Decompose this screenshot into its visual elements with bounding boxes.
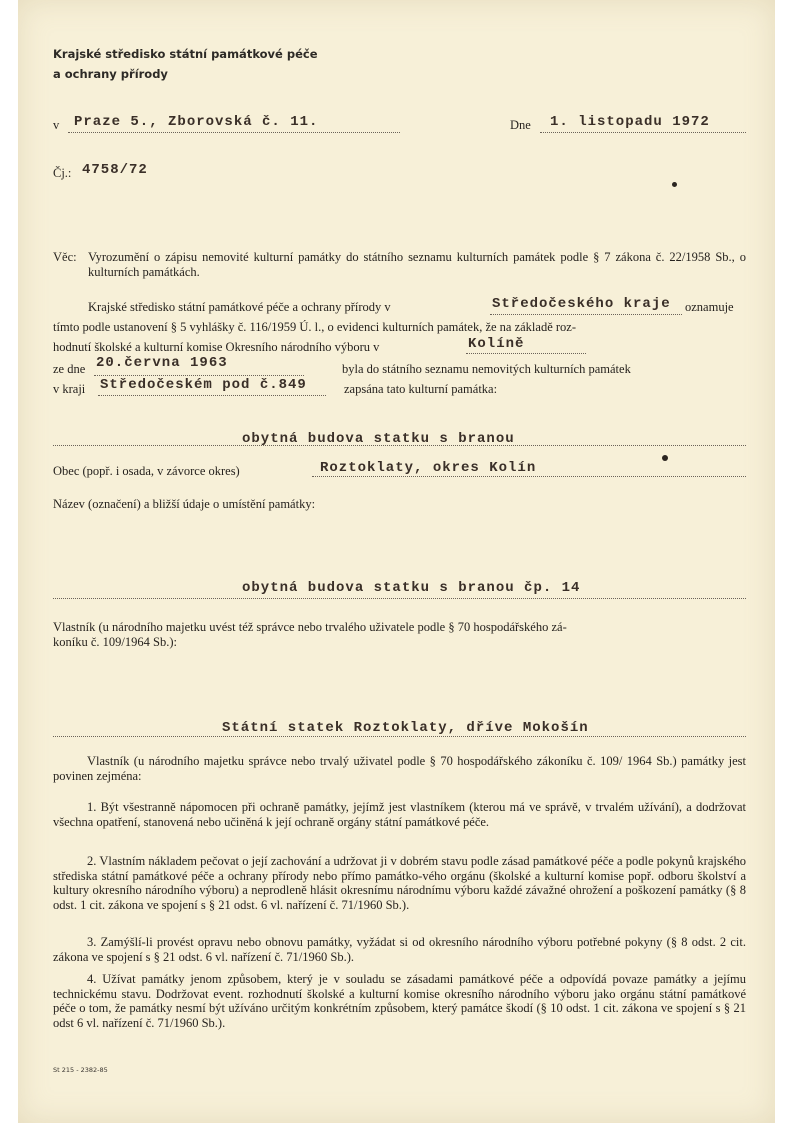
reference-label: Čj.: xyxy=(53,166,72,180)
subject-text: Vyrozumění o zápisu nemovité kulturní památky do státního seznamu kulturních památek podle § 7 zákona č. 22/1958 Sb., o kulturních památkách. xyxy=(88,250,746,279)
duty-item-1: 1. Být všestranně nápomocen při ochraně památky, jejímž jest vlastníkem (kterou má ve správě, v trvalém užívání), a dodržovat všechna opatření, stanovená nebo učiněná k její ochraně orgány státní památkové péče. xyxy=(53,800,746,829)
form-code: St 215 - 2382-85 xyxy=(53,1066,108,1074)
intro-registry: Středočeském pod č.849 xyxy=(100,377,307,393)
intro-line3: hodnutí školské a kulturní komise Okresního národního výboru v xyxy=(53,340,380,354)
monument-name: obytná budova statku s branou čp. 14 xyxy=(242,580,581,596)
owner-label-line2: koníku č. 109/1964 Sb.): xyxy=(53,634,177,649)
intro-part1: Krajské středisko státní památkové péče a ochrany přírody v xyxy=(88,300,391,314)
intro-district: Kolíně xyxy=(468,336,525,352)
duty-item-2: 2. Vlastním nákladem pečovat o její zachování a udržovat ji v dobrém stavu podle zásad památkové péče a podle pokynů krajského střediska státní památkové péče a ochrany přírody nebo přímo památko-vého orgánu (školské a kulturní komise popř. odboru školství a kultury okresního národního výboru) a neprodleně hlásit okresnímu národnímu výboru každé závažné ohrožení a poškození památky (§ 8 odst. 1 cit. zákona ve spojení s § 21 odst. 6 vl. nařízení č. 71/1960 Sb.). xyxy=(53,854,746,912)
date-value: 1. listopadu 1972 xyxy=(550,114,710,130)
municipality-label: Obec (popř. i osada, v závorce okres) xyxy=(53,464,240,478)
date-label: Dne xyxy=(510,118,531,132)
name-label: Název (označení) a bližší údaje o umístění památky: xyxy=(53,497,316,511)
intro-decision-date: 20.června 1963 xyxy=(96,355,228,371)
org-line-1: Krajské středisko státní památkové péče xyxy=(53,47,318,61)
intro-region: Středočeského kraje xyxy=(492,296,671,312)
intro-part2: oznamuje xyxy=(685,300,734,314)
duty-item-4: 4. Užívat památky jenom způsobem, který je v souladu se zásadami památkové péče a odpovídá povaze památky a jejímu technickému stavu. Dodržovat event. rozhodnutí školské a kulturní komise okresního národního výboru jako orgánu státní památkové péče o tom, že památky nesmí být užíváno určitým konkrétním způsobem, který památce škodí (§ 10 odst. 1 cit. zákona ve spojení s § 21 odst 6 vl. nařízení č. 71/1960 Sb.). xyxy=(53,972,746,1030)
place-prefix: v xyxy=(53,118,60,132)
owner-label-line1: Vlastník (u národního majetku uvést též správce nebo trvalého uživatele podle § 70 hospodářského zá- xyxy=(53,620,567,634)
duties-intro: Vlastník (u národního majetku správce nebo trvalý uživatel podle § 70 hospodářského zákoníku č. 109/ 1964 Sb.) památky jest povinen zejména: xyxy=(53,754,746,783)
intro-line4-prefix: ze dne xyxy=(53,362,86,376)
subject-label: Věc: xyxy=(53,250,77,264)
owner-label xyxy=(53,620,746,649)
ink-spot xyxy=(672,182,677,187)
intro-line5-prefix: v kraji xyxy=(53,382,86,396)
intro-line2: tímto podle ustanovení § 5 vyhlášky č. 116/1959 Ú. l., o evidenci kulturních památek, že na základě roz- xyxy=(53,320,577,334)
intro-line5-suffix: zapsána tato kulturní památka: xyxy=(344,382,498,396)
intro-line4-suffix: byla do státního seznamu nemovitých kulturních památek xyxy=(342,362,631,376)
place-value: Praze 5., Zborovská č. 11. xyxy=(74,114,319,130)
org-line-2: a ochrany přírody xyxy=(53,67,168,81)
monument-title: obytná budova statku s branou xyxy=(242,431,515,447)
document-page xyxy=(18,0,775,1123)
ink-spot xyxy=(662,455,668,461)
duty-item-3: 3. Zamýšlí-li provést opravu nebo obnovu památky, vyžádat si od okresního národního výboru potřebné pokyny (§ 8 odst. 2 cit. zákona ve spojení s § 21 odst. 6 vl. nařízení č. 71/1960 Sb.). xyxy=(53,935,746,964)
organization-name xyxy=(53,44,318,84)
reference-value: 4758/72 xyxy=(82,162,148,178)
municipality-value: Roztoklaty, okres Kolín xyxy=(320,460,537,476)
owner-value: Státní statek Roztoklaty, dříve Mokošín xyxy=(222,720,589,736)
